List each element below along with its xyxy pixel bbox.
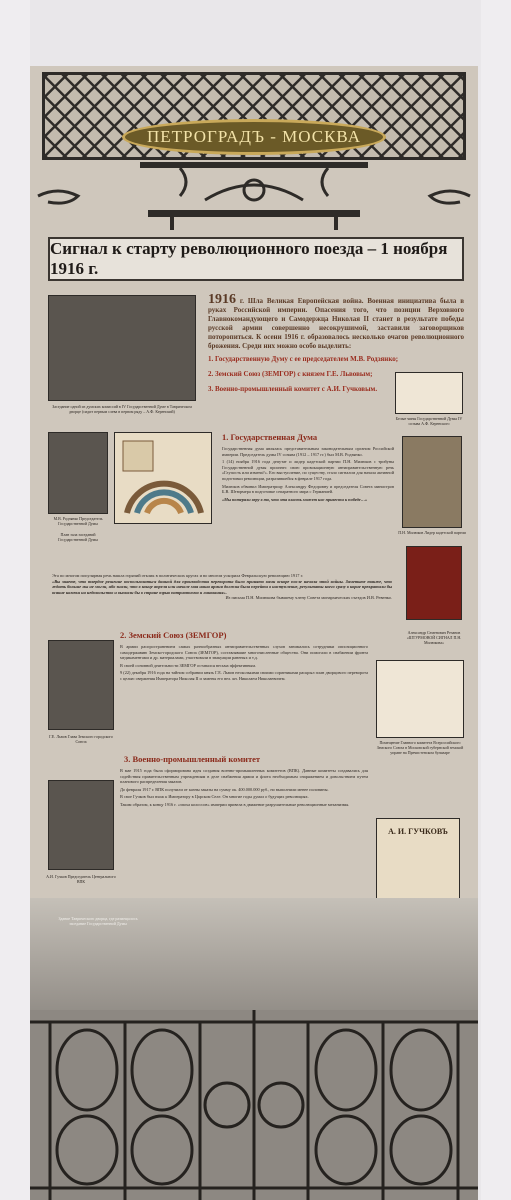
milyukov-quote: «Вы знаете, что твердое решение воспользоваться данной для производства переворота было принято вами вскоре после начала этой войны. Заметьте также, что ждать больше мы не могли, ибо знали, что в конце апреля или начале мая наша армия должна была перейти в наступление, результаты коего сразу в корне прекратили бы всякие намеки на недовольство и вызвали бы в стране взрыв патриотизма и ликования».	[52, 578, 392, 595]
section-2-text	[120, 644, 368, 684]
section-3-text	[120, 768, 368, 810]
intro-body: г. Шла Великая Европейская война. Военная инициатива была в руках Российской империи. Опасения того, что позиции Верховного Главнокомандующего и Самодержца Николая II станет в результате победы русской армии совершенно несокрушимой, заставили заговорщиков поторопиться. К осени 1916 г. образовалось несколько очагов революционного брожения. Среди них можно особо выделить:	[208, 297, 464, 350]
right-margin-strip	[481, 0, 511, 1200]
section-paragraph: 1 (14) ноября 1916 года депутат и лидер кадетской партии П.Н. Милюков с трибуны Государственной думы произнес свою провокационную антиправительственную речь «Глупость или измена?». Его выступление, по существу, стало сигналом для начала активной подготовки революции, разразившейся в феврале 1917 года.	[222, 459, 394, 481]
book-cover-red	[406, 546, 462, 620]
guchkov-book-cover	[376, 818, 460, 902]
title-box	[48, 237, 464, 281]
section-paragraph: В армии распространением самых разнообразных антиправительственных слухов занимались сотрудники оппозиционного самодержавию Земско-городского Союза (ЗЕМГОР), составлявшие многочисленные общества. Они помогали в снабжении фронта медикаментами и др. материалами, участвовали в эвакуации раненых и т.д.	[120, 644, 368, 661]
guchkov-photo	[48, 780, 114, 870]
section-paragraph: 9 (22) декабря 1916 года на тайном собрании князь Г.Е. Львов несколькими своими соратниками раскрыл план дворцового переворота с целью свержения Императора Николая II и замены его вел. кн. Николаем Николаевичем.	[120, 670, 368, 681]
milyukov-photo	[402, 436, 462, 528]
hall-plan-drawing	[115, 433, 212, 524]
intro-list-item: 1. Государственную Думу с ее председателем М.В. Родзянко;	[208, 355, 399, 363]
section-2-heading: 2. Земский Союз (ЗЕМГОР)	[120, 630, 227, 640]
milyukov-caption: П.Н. Милюков Лидер кадетской партии	[398, 530, 466, 535]
section-paragraph: В своей основной деятельности ЗЕМГОР оставался весьма эффективным.	[120, 662, 257, 668]
section-paragraph: Таким образом, к концу 1916 г. «эпоха колоссов» империи привела в движение разрушительные революционные механизмы.	[120, 801, 350, 807]
section-1-heading: 1. Государственная Дума	[222, 432, 318, 442]
milyukov-intro: Эта по многом популярная речь нашла горячий отклик в политических кругах и во многом ускорила Февральскую революцию 1917 г.	[52, 573, 304, 578]
ornamental-brackets	[30, 160, 478, 230]
tauride-caption: Здание Таврического дворца, где размещалось заседание Государственной Думы	[58, 916, 138, 926]
section-paragraph: До февраля 1917 г. ВПК получили от казны заказы на сумму ок. 400.000.000 руб., но выполнили менее половины.	[120, 786, 329, 792]
intro-list-item: 3. Военно-промышленный комитет с А.И. Гучковым.	[208, 385, 378, 393]
duma-session-photo	[48, 295, 196, 401]
zemgor-document	[376, 660, 464, 738]
left-margin-strip	[0, 0, 30, 1200]
duma-session-caption: Заседание одной из думских комиссий в IV Государственной Думе в Таврическом дворце (сидит первым слева в первом ряду – А.Ф. Керенский)	[52, 404, 192, 414]
milyukov-source: Из письма П.Н. Милюкова бывшему члену Совета монархических съездов И.В. Ревенко.	[225, 595, 392, 601]
iron-gate-ornament	[30, 1010, 478, 1200]
section-quote: «Мы потеряли веру в то, что эта власть может нас привести к победе…»	[222, 496, 368, 502]
section-3-heading: 3. Военно-промышленный комитет	[124, 754, 261, 764]
section-1-text	[222, 446, 394, 504]
section-paragraph: В свое Гучков был вхож к Императору в Царском Селе. Он многие годы думал о будущих революциях.	[120, 794, 309, 800]
lvov-caption: Г.Е. Львов Глава Земского городского Союза	[49, 734, 113, 744]
intro-list-item: 2. Земский Союз (ЗЕМГОР) с князем Г.Е. Львовым;	[208, 370, 373, 378]
page-title: Сигнал к старту революционного поезда – 1 ноября 1916 г.	[50, 239, 448, 278]
rodzyanko-photo	[48, 432, 108, 514]
zemgor-doc-caption: Помещение Главного комитета Всероссийского Земского Союза в Московской губернской земской управе на Пречистенском бульваре	[376, 740, 464, 755]
section-paragraph: Государственная дума являлась представительным законодательным органом Российской империи. Председатель думы IV созыва (1912 – 1917 гг.) был М.В. Родзянко.	[222, 446, 394, 457]
city-sign-text: ПЕТРОГРАДЪ - МОСКВА	[147, 127, 361, 146]
petition-photo	[395, 372, 463, 414]
book-red-caption: Александр Семенович Резанов «ШТУРМОВОЙ СИГНАЛ П.Н. Милюкова»	[406, 630, 462, 645]
city-sign	[122, 119, 386, 155]
section-paragraph: Милюков обвинил Императрицу Александру Федоровну и председателя Совета министров Б.В. Штюрмера в подготовке сепаратного мира с Германией.	[222, 483, 394, 495]
guchkov-caption: А.И. Гучков Председатель Центрального ВПК	[46, 874, 116, 884]
petition-caption: Белые чины Государственной Думы IV созыва А.Ф. Керенского	[395, 416, 463, 426]
rodzyanko-caption: М.В. Родзянко Председатель Государственной Думы	[53, 516, 103, 526]
duma-hall-plan	[114, 432, 212, 524]
lvov-photo	[48, 640, 114, 730]
guchkov-book-title: А. И. ГУЧКОВЪ	[388, 827, 448, 836]
plan-caption: План зала заседаний Государственной Думы	[58, 532, 98, 542]
intro-year: 1916	[208, 292, 236, 307]
section-paragraph: В мае 1915 года была сформирована идея создания военно-промышленных комитетов (ВПК). Данные комитеты создавались для содействия правительственным учреждениям в деле снабжения армии и флота необходимым снаряжением и довольствием путем планового распределения заказов.	[120, 768, 368, 785]
milyukov-quote-block	[52, 573, 464, 601]
